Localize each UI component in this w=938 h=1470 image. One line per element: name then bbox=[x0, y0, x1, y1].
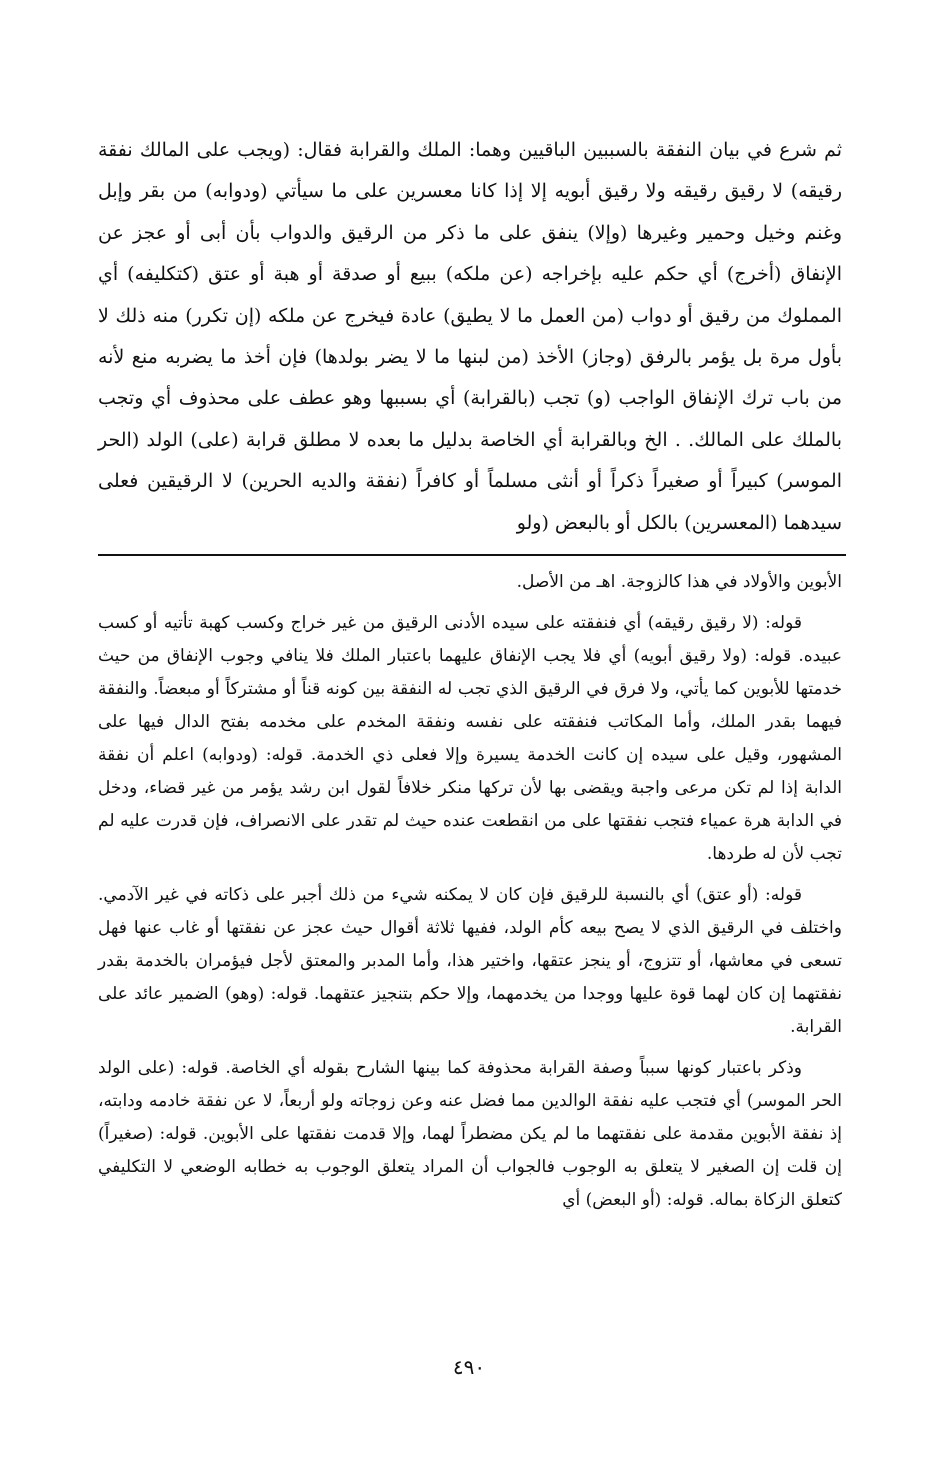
main-text: ثم شرع في بيان النفقة بالسببين الباقيين وهما: الملك والقرابة فقال: (ويجب على المالك نفقة رقيقه) لا رقيق رقيقه ولا رقيق أبويه إلا إذا كانا معسرين على ما سيأتي (ودوابه) من بقر وإبل وغنم وخيل وحمير وغيرها (وإلا) ينفق على ما ذكر من الرقيق والدواب بأن أبى أو عجز عن الإنفاق (أخرج) أي حكم عليه بإخراجه (عن ملكه) ببيع أو صدقة أو هبة أو عتق (كتكليفه) أي المملوك من رقيق أو دواب (من العمل ما لا يطيق) عادة فيخرج عن ملكه (إن تكرر) منه ذلك لا بأول مرة بل يؤمر بالرفق (وجاز) الأخذ (من لبنها ما لا يضر بولدها) فإن أخذ ما يضربه منع لأنه من باب ترك الإنفاق الواجب (و) تجب (بالقرابة) أي بسببها وهو عطف على محذوف أي وتجب بالملك على المالك. . الخ وبالقرابة أي الخاصة بدليل ما بعده لا مطلق قرابة (على) الولد (الحر الموسر) كبيراً أو صغيراً ذكراً أو أنثى مسلماً أو كافراً (نفقة والديه الحرين) لا الرقيقين فعلى سيدهما (المعسرين) بالكل أو بالبعض (ولو bbox=[98, 139, 842, 534]
commentary bbox=[98, 566, 842, 1225]
commentary-paragraph: قوله: (أو عتق) أي بالنسبة للرقيق فإن كان لا يمكنه شيء من ذلك أجبر على ذكاته في غير الآدمي. واختلف في الرقيق الذي لا يصح بيعه كأم الولد، ففيها ثلاثة أقوال حيث عجز عن نفقتها أو غاب عنها فهل تسعى في معاشها، أو تتزوج، أو ينجز عتقها، واختير هذا، وأما المدبر والمعتق لأجل فيؤمران بالخدمة بقدر نفقتهما إن كان لهما قوة عليها ووجدا من يخدمهما، وإلا حكم بتنجيز عتقهما. قوله: (وهو) الضمير عائد على القرابة. bbox=[98, 885, 842, 1037]
commentary-paragraph: الأبوين والأولاد في هذا كالزوجة. اهـ من الأصل. bbox=[516, 572, 842, 592]
commentary-paragraph: قوله: (لا رقيق رقيقه) أي فنفقته على سيده الأدنى الرقيق من غير خراج وكسب كهبة تأتيه أو كسب عبيده. قوله: (ولا رقيق أبويه) أي فلا يجب الإنفاق عليهما باعتبار الملك فلا ينافي وجوب الإنفاق من حيث خدمتها للأبوين كما يأتي، ولا فرق في الرقيق الذي تجب له النفقة بين كونه قناً أو مشتركاً أو مبعضاً. والنفقة فيهما بقدر الملك، وأما المكاتب فنفقته على نفسه ونفقة المخدم على مخدمه بفتح الدال فيها على المشهور، وقيل على سيده إن كانت الخدمة يسيرة وإلا فعلى ذي الخدمة. قوله: (ودوابه) اعلم أن نفقة الدابة إذا لم تكن مرعى واجبة ويقضى بها لأن تركها منكر خلافاً لقول ابن رشد يؤمر من غير قضاء، ودخل في الدابة هرة عمياء فتجب نفقتها على من انقطعت عنده حيث لم تقدر على الانصراف، فإن قدرت عليه لم تجب لأن له طردها. bbox=[98, 613, 842, 864]
commentary-paragraph: وذكر باعتبار كونها سبباً وصفة القرابة محذوفة كما بينها الشارح بقوله أي الخاصة. قوله: (على الولد الحر الموسر) أي فتجب عليه نفقة الوالدين مما فضل عنه وعن زوجاته ولو أربعاً، لا عن نفقة خادمه ودابته، إذ نفقة الأبوين مقدمة على نفقتهما ما لم يكن مضطراً لهما، وإلا قدمت نفقتها على الأبوين. قوله: (صغيراً) إن قلت إن الصغير لا يتعلق به الوجوب فالجواب أن المراد يتعلق الوجوب به خطابه الوضعي لا التكليفي كتعلق الزكاة بماله. قوله: (أو البعض) أي bbox=[98, 1058, 842, 1210]
divider-rule bbox=[98, 554, 846, 556]
page-number: ٤٩٠ bbox=[452, 1355, 486, 1379]
